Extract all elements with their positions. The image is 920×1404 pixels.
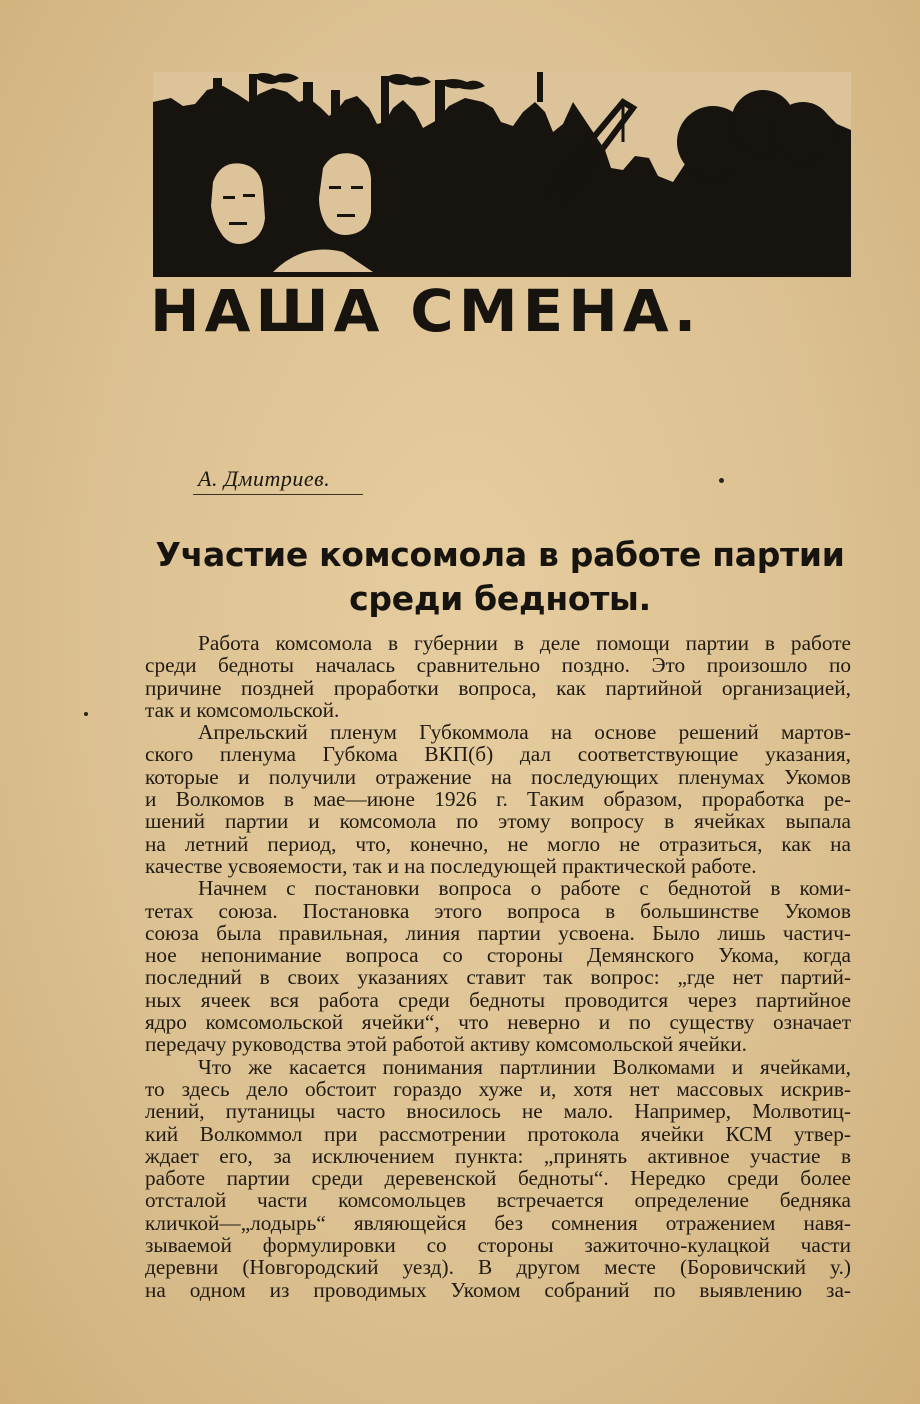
text-line: ждает его, за исключением пункта: „принять активное участие в — [145, 1143, 851, 1168]
text-line: ядро комсомольской ячейки“, что неверно и по существу означает — [145, 1010, 851, 1035]
text-line: на летний период, что, конечно, не могло не отразиться, как на — [145, 831, 851, 856]
text-line: ского пленума Губкома ВКП(б) дал соответствующие указания, — [145, 742, 851, 767]
text-line: кий Волкоммол при рассмотрении протокола ячейки КСМ утвер- — [145, 1121, 851, 1146]
ink-speck — [84, 712, 88, 716]
text-line: лений, путаницы часто вносилось не мало. Например, Молвотиц- — [145, 1099, 851, 1124]
text-line: Апрельский пленум Губкоммола на основе решений мартов- — [198, 720, 851, 745]
text-line: работе партии среди деревенской бедноты“. Нередко среди более — [145, 1166, 851, 1191]
text-line: Что же касается понимания партлинии Волкомами и ячейками, — [198, 1054, 851, 1079]
masthead: НАША СМЕНА. — [150, 277, 702, 345]
text-line: тетах союза. Постановка этого вопроса в большинстве Укомов — [145, 898, 851, 923]
header-illustration — [153, 72, 851, 277]
text-line: кличкой—„лодырь“ являющейся без сомнения отражением навя- — [145, 1210, 851, 1235]
text-line: союза была правильная, линия партии усвоена. Было лишь частич- — [145, 920, 851, 945]
text-line: деревни (Новгородский уезд). В другом месте (Боровичский у.) — [145, 1255, 851, 1280]
text-line: Начнем с постановки вопроса о работе с беднотой в коми- — [198, 876, 851, 901]
text-line: ное непонимание вопроса со стороны Демянского Укома, когда — [145, 943, 851, 968]
author-name: А. Дмитриев. — [198, 466, 331, 491]
ink-speck — [719, 478, 724, 483]
text-line: среди бедноты началась сравнительно поздно. Это произошло по — [145, 653, 851, 678]
text-line: последний в своих указаниях ставит так вопрос: „где нет партий- — [145, 965, 851, 990]
article-body — [145, 632, 851, 1301]
text-line: передачу руководства этой работой активу комсомольской ячейки. — [145, 1032, 747, 1057]
text-line: и Волкомов в мае—июне 1926 г. Таким образом, проработка ре- — [145, 787, 851, 812]
text-line: шений партии и комсомола по этому вопросу в ячейках выпала — [145, 809, 851, 834]
text-line: причине поздней проработки вопроса, как партийной организацией, — [145, 675, 851, 700]
text-line: которые и получили отражение на последующих пленумах Укомов — [145, 764, 851, 789]
text-line: ных ячеек вся работа среди бедноты проводится через партийное — [145, 987, 851, 1012]
text-line: так и комсомольской. — [145, 697, 340, 722]
text-line: зываемой формулировки со стороны зажиточно-кулацкой части — [145, 1233, 851, 1258]
text-line: на одном из проводимых Укомом собраний по выявлению за- — [145, 1277, 851, 1302]
article-title-line: среди бедноты. — [349, 579, 651, 618]
text-line: Работа комсомола в губернии в деле помощи партии в работе — [198, 631, 851, 655]
article-title-line: Участие комсомола в работе партии — [155, 535, 845, 574]
article-title — [140, 533, 860, 621]
text-line: отсталой части комсомольцев встречается определение бедняка — [145, 1188, 851, 1213]
text-line: то здесь дело обстоит гораздо хуже и, хотя нет массовых искрив- — [145, 1076, 851, 1101]
author-underline — [193, 494, 363, 495]
text-line: качестве усвояемости, так и на последующей практической работе. — [145, 853, 757, 878]
